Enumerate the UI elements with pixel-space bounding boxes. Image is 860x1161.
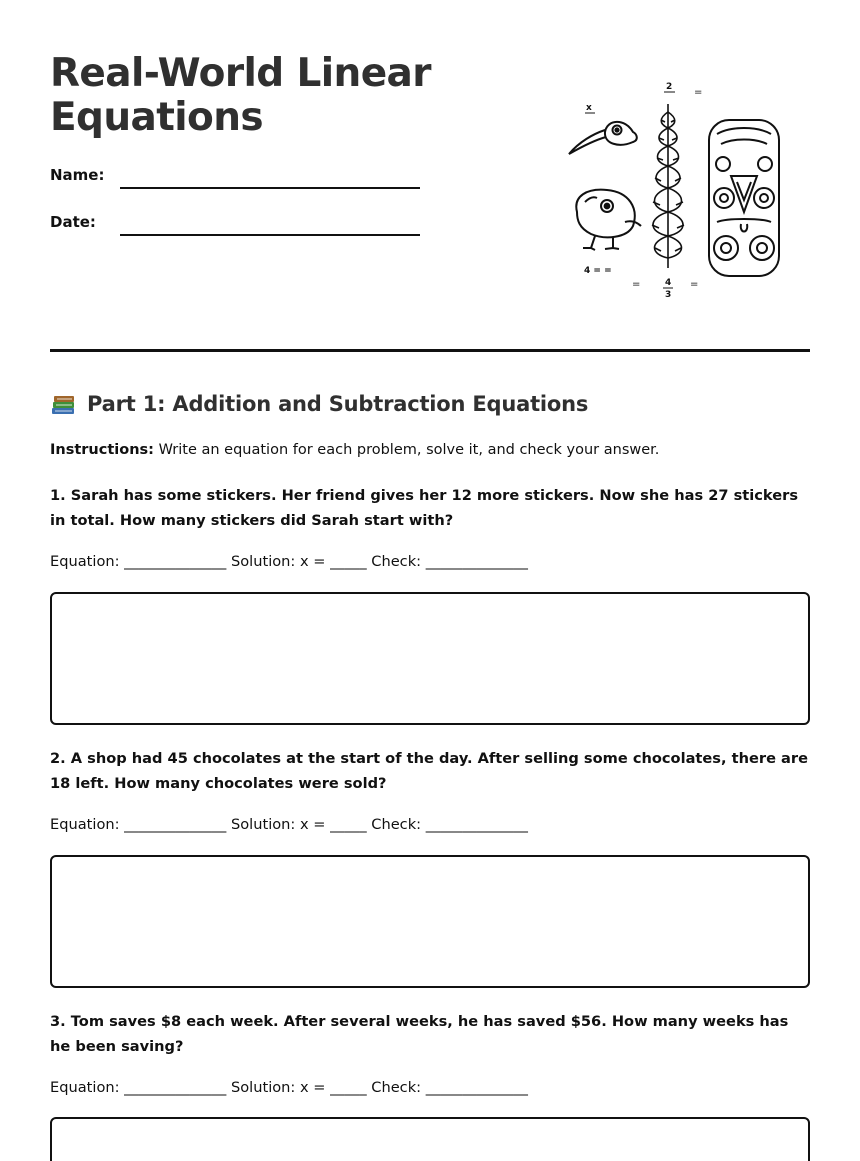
illustration-eq-right: =	[690, 279, 699, 290]
date-label: Date:	[50, 213, 96, 231]
fern-icon	[652, 104, 684, 268]
title-line-1: Real-World Linear	[50, 51, 431, 96]
title-line-2: Equations	[50, 95, 264, 140]
problem-text: 1. Sarah has some stickers. Her friend gives her 12 more stickers. Now she has 27 stickers in total. How many stickers did Sarah start with?	[50, 487, 799, 529]
section-heading	[50, 388, 588, 420]
answer-box[interactable]	[50, 592, 810, 725]
instructions-text: Write an equation for each problem, solve it, and check your answer.	[153, 442, 660, 458]
answer-line[interactable]: Equation: ______________ Solution: x = _____ Check: ______________	[50, 1079, 528, 1096]
date-field[interactable]	[120, 234, 420, 236]
illustration-eq-top: =	[694, 87, 703, 98]
illustration-four-num: 4	[665, 278, 672, 288]
section-heading-text: Part 1: Addition and Subtraction Equations	[87, 392, 589, 416]
illustration-two-label: 2	[666, 82, 673, 92]
answer-line[interactable]: Equation: ______________ Solution: x = _____ Check: ______________	[50, 816, 528, 833]
kiwi-head-icon	[569, 122, 637, 154]
instructions-lead: Instructions:	[50, 442, 154, 458]
illustration-x-label: x	[586, 103, 592, 113]
worksheet-title	[50, 52, 530, 140]
problem-1	[50, 483, 810, 570]
illustration-four-eq: 4 = =	[584, 266, 612, 276]
instructions	[50, 440, 810, 460]
problem-text: 3. Tom saves $8 each week. After several weeks, he has saved $56. How many weeks has he been saving?	[50, 1013, 789, 1055]
books-icon	[50, 391, 77, 418]
name-label: Name:	[50, 166, 105, 184]
tiki-carving-icon	[709, 120, 779, 276]
answer-line[interactable]: Equation: ______________ Solution: x = _____ Check: ______________	[50, 553, 528, 570]
problem-text: 2. A shop had 45 chocolates at the start of the day. After selling some chocolates, there are 18 left. How many chocolates were sold?	[50, 750, 808, 792]
answer-box[interactable]	[50, 1117, 810, 1161]
kiwi-bird-icon	[576, 190, 641, 250]
header-divider	[50, 349, 810, 352]
illustration-three-den: 3	[665, 290, 672, 300]
problem-3	[50, 1009, 810, 1096]
name-field[interactable]	[120, 187, 420, 189]
illustration-eq-left: =	[632, 279, 641, 290]
problem-2	[50, 746, 810, 833]
answer-box[interactable]	[50, 855, 810, 988]
maori-kiwi-fern-tiki-math-illustration	[555, 72, 805, 312]
